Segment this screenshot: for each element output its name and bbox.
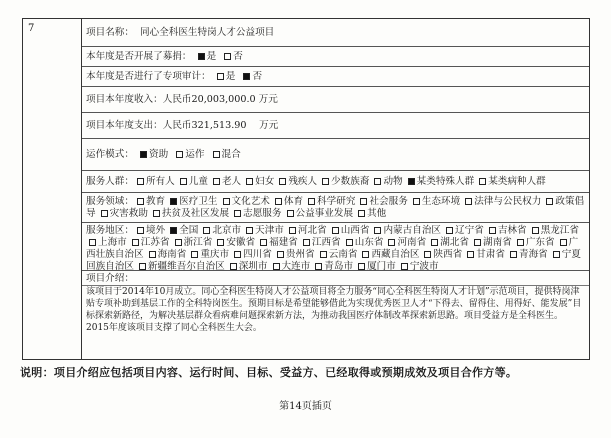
regions-option-label: 上海市	[98, 237, 127, 248]
regions-option-label: 福建省	[269, 237, 298, 248]
project-detail-cell	[82, 19, 589, 359]
regions-options	[86, 225, 581, 271]
regions-checkbox[interactable]	[467, 251, 474, 258]
fields-options	[86, 196, 584, 219]
regions-option[interactable]	[529, 225, 579, 236]
regions-option[interactable]	[317, 249, 358, 260]
people-option-label: 某类病种人群	[488, 176, 546, 187]
regions-checkbox[interactable]	[246, 227, 253, 234]
fields-option[interactable]	[284, 208, 354, 219]
mode-operate-checkbox[interactable]	[176, 151, 183, 158]
fields-option-label: 社会服务	[369, 196, 408, 207]
intro-text: 该项目于2014年10月成立。同心全科医生特岗人才公益项目将全力服务“同心全科医生特岗人才计划”示范项目，提供特岗津贴专项补助到基层工作的全科特岗医生。预期目标是希望能够借此为实现优秀医卫人才“下得去、留得住、用得好、能发展”目标探索新路径，为解决基层群众看病难问题探索新方法，为推动我国医疗体制改革探索新思路。项目受益方是全科医生。2015年度该项目支撑了同心全科医生大会。	[86, 287, 582, 333]
fields-checkbox[interactable]	[287, 210, 294, 217]
fields-checkbox[interactable]	[413, 198, 420, 205]
mode-label: 运作模式：	[86, 149, 134, 160]
regions-checkbox[interactable]	[315, 263, 322, 270]
people-option-label: 某类特殊人群	[416, 176, 475, 187]
regions-option-label: 深圳市	[238, 261, 268, 271]
people-option-label: 残疾人	[288, 176, 318, 187]
fields-option[interactable]	[98, 208, 148, 219]
fundraising-option-yes[interactable]: 是	[195, 51, 217, 62]
regions-option[interactable]	[286, 225, 327, 236]
regions-checkbox[interactable]	[517, 239, 524, 246]
regions-option-label: 江西省	[311, 237, 341, 248]
regions-option-label: 山西省	[340, 225, 370, 236]
regions-option[interactable]	[471, 237, 512, 248]
regions-checkbox[interactable]	[474, 239, 481, 246]
regions-option-label: 河北省	[297, 225, 327, 236]
regions-option-label: 厦门市	[367, 261, 396, 271]
regions-option-label: 内蒙古自治区	[383, 225, 442, 236]
regions-option-label: 吉林省	[497, 225, 527, 236]
fundraising-no-checkbox[interactable]	[224, 53, 231, 60]
fundraising-row	[82, 47, 589, 67]
regions-option-label: 江苏省	[140, 237, 170, 248]
people-checkbox[interactable]	[279, 178, 286, 185]
fields-option[interactable]	[410, 196, 460, 207]
regions-option-label: 湖北省	[440, 237, 470, 248]
mode-row	[82, 139, 589, 171]
row-number: 7	[28, 23, 35, 34]
regions-option-label: 广西壮族自治区	[86, 237, 579, 260]
regions-checkbox[interactable]	[346, 239, 353, 246]
fields-row	[82, 193, 589, 223]
regions-checkbox[interactable]	[230, 263, 237, 270]
people-option[interactable]	[371, 176, 402, 187]
fields-checkbox[interactable]	[358, 210, 365, 217]
regions-checkbox[interactable]	[332, 227, 339, 234]
people-checkbox[interactable]	[213, 178, 220, 185]
mode-grant-checkbox[interactable]	[140, 151, 147, 158]
people-checkbox[interactable]	[479, 178, 486, 185]
income-value: 人民币20,003,000.0 万元	[162, 94, 278, 105]
row-number-cell	[23, 19, 82, 359]
regions-option-label: 新疆维吾尔自治区	[147, 261, 225, 271]
footer-note: 说明：项目介绍应包括项目内容、运行时间、目标、受益方、已经取得或预期成效及项目合作方等。	[20, 366, 518, 379]
people-option[interactable]	[476, 176, 546, 187]
regions-option-label: 四川省	[243, 249, 272, 260]
income-row	[82, 87, 589, 113]
regions-option-label: 北京市	[212, 225, 242, 236]
regions-checkbox[interactable]	[358, 263, 365, 270]
mode-mixed-checkbox[interactable]	[213, 151, 220, 158]
regions-option[interactable]	[343, 237, 384, 248]
fields-option[interactable]	[305, 196, 355, 207]
regions-option-label: 重庆市	[200, 249, 230, 260]
regions-option-label: 安徽省	[226, 237, 256, 248]
fields-option-label: 医疗卫生	[179, 196, 218, 207]
regions-option-label: 青海省	[519, 249, 548, 260]
regions-option-label: 山东省	[354, 237, 384, 248]
fields-option[interactable]	[355, 208, 386, 219]
regions-option-label: 广东省	[525, 237, 555, 248]
people-option[interactable]	[276, 176, 317, 187]
fields-option-label: 其他	[367, 208, 387, 219]
fields-checkbox[interactable]	[275, 198, 282, 205]
fields-option[interactable]	[150, 208, 229, 219]
regions-option[interactable]	[227, 261, 268, 271]
fields-option[interactable]	[357, 196, 407, 207]
project-name-label: 项目名称：	[86, 27, 134, 38]
fields-checkbox[interactable]	[234, 210, 241, 217]
mode-option-grant[interactable]: 资助	[137, 149, 168, 160]
intro-label: 项目介绍：	[86, 273, 134, 284]
fields-option[interactable]	[231, 208, 281, 219]
regions-checkbox[interactable]	[374, 227, 381, 234]
people-checkbox[interactable]	[137, 178, 144, 185]
fields-option-label: 灾害救助	[109, 208, 148, 219]
people-option-label: 老人	[221, 176, 242, 187]
regions-option-label: 浙江省	[183, 237, 213, 248]
regions-checkbox[interactable]	[510, 251, 517, 258]
regions-checkbox[interactable]	[260, 239, 267, 246]
regions-label: 服务地区：	[86, 225, 134, 236]
people-option[interactable]	[134, 176, 175, 187]
audit-label: 本年度是否进行了专项审计：	[86, 71, 211, 82]
fields-option-label: 文化艺术	[231, 196, 270, 207]
regions-checkbox[interactable]	[234, 251, 241, 258]
regions-option-label: 湖南省	[483, 237, 512, 248]
fields-checkbox[interactable]	[308, 198, 315, 205]
regions-option-label: 甘肃省	[476, 249, 505, 260]
regions-checkbox[interactable]	[560, 239, 567, 246]
regions-option[interactable]	[243, 225, 284, 236]
fields-checkbox[interactable]	[170, 198, 177, 205]
fields-checkbox[interactable]	[465, 198, 472, 205]
fundraising-label: 本年度是否开展了募捐：	[86, 51, 192, 62]
regions-checkbox[interactable]	[139, 263, 146, 270]
regions-checkbox[interactable]	[446, 227, 453, 234]
regions-checkbox[interactable]	[388, 239, 395, 246]
regions-checkbox[interactable]	[191, 251, 198, 258]
regions-option[interactable]	[421, 249, 462, 260]
expense-value: 人民币321,513.90 万元	[162, 120, 279, 131]
project-name-value: 同心全科医生特岗人才公益项目	[139, 27, 275, 38]
regions-option-label: 全国	[179, 225, 199, 236]
regions-checkbox[interactable]	[289, 227, 296, 234]
regions-option-label: 宁夏回族自治区	[86, 249, 581, 271]
regions-option-label: 黑龙江省	[540, 225, 579, 236]
regions-option[interactable]	[200, 225, 241, 236]
expense-label: 项目本年度支出：	[86, 120, 163, 131]
regions-option-label: 贵州省	[285, 249, 315, 260]
intro-row	[82, 271, 589, 286]
regions-option[interactable]	[312, 261, 353, 271]
regions-option-label: 天津市	[255, 225, 284, 236]
people-option[interactable]	[210, 176, 241, 187]
regions-option[interactable]	[443, 225, 484, 236]
regions-option[interactable]	[136, 261, 225, 271]
regions-checkbox[interactable]	[489, 227, 496, 234]
people-option[interactable]	[319, 176, 369, 187]
audit-option-no[interactable]: 否	[240, 71, 262, 82]
regions-option-label: 陕西省	[433, 249, 463, 260]
fundraising-option-no[interactable]: 否	[221, 51, 243, 62]
fields-checkbox[interactable]	[546, 198, 553, 205]
regions-option[interactable]	[385, 237, 426, 248]
fields-checkbox[interactable]	[223, 198, 230, 205]
fields-option-label: 扶贫及社区发展	[161, 208, 230, 219]
expense-row	[82, 113, 589, 139]
regions-option-label: 大连市	[281, 261, 311, 271]
regions-option[interactable]	[371, 225, 441, 236]
people-checkbox[interactable]	[408, 178, 415, 185]
project-record-table	[22, 18, 590, 360]
regions-checkbox[interactable]	[89, 239, 96, 246]
regions-option-label: 宁波市	[409, 261, 439, 271]
people-option-label: 少数族裔	[331, 176, 370, 187]
regions-option[interactable]	[507, 249, 548, 260]
fields-option-label: 法律与公民权力	[474, 196, 542, 207]
regions-checkbox[interactable]	[170, 227, 177, 234]
mode-option-mixed[interactable]: 混合	[210, 149, 241, 160]
regions-checkbox[interactable]	[277, 251, 284, 258]
regions-option[interactable]	[464, 249, 505, 260]
regions-option[interactable]	[146, 249, 187, 260]
people-option-label: 所有人	[145, 176, 175, 187]
regions-option[interactable]	[300, 237, 341, 248]
fields-option-label: 生态环境	[421, 196, 461, 207]
fields-option-label: 政策倡导	[86, 196, 585, 219]
people-options	[134, 176, 548, 187]
people-option-label: 动物	[383, 176, 403, 187]
fields-option-label: 体育	[283, 196, 304, 207]
regions-checkbox[interactable]	[217, 239, 224, 246]
people-checkbox[interactable]	[374, 178, 381, 185]
audit-option-yes[interactable]: 是	[214, 71, 236, 82]
regions-option-label: 辽宁省	[455, 225, 484, 236]
audit-row	[82, 67, 589, 87]
regions-checkbox[interactable]	[203, 227, 210, 234]
people-row	[82, 171, 589, 193]
people-option[interactable]	[177, 176, 208, 187]
fields-checkbox[interactable]	[153, 210, 160, 217]
fields-option-label: 科学研究	[317, 196, 356, 207]
people-option[interactable]	[405, 176, 475, 187]
regions-option[interactable]	[359, 249, 419, 260]
regions-checkbox[interactable]	[401, 263, 408, 270]
fields-checkbox[interactable]	[360, 198, 367, 205]
regions-option[interactable]	[188, 249, 229, 260]
regions-option[interactable]	[134, 225, 165, 236]
regions-option-label: 海南省	[157, 249, 187, 260]
regions-option[interactable]	[355, 261, 396, 271]
fields-option[interactable]	[272, 196, 303, 207]
regions-option[interactable]	[270, 261, 311, 271]
fields-option[interactable]	[462, 196, 541, 207]
regions-checkbox[interactable]	[553, 251, 560, 258]
fields-checkbox[interactable]	[101, 210, 108, 217]
regions-option-label: 青岛市	[324, 261, 354, 271]
project-name-row	[82, 19, 589, 47]
regions-option[interactable]	[172, 237, 213, 248]
fields-option[interactable]	[167, 196, 217, 207]
fundraising-yes-checkbox[interactable]	[198, 53, 205, 60]
fields-option[interactable]	[134, 196, 165, 207]
fields-option[interactable]	[220, 196, 270, 207]
regions-option[interactable]	[329, 225, 370, 236]
regions-option[interactable]	[274, 249, 315, 260]
regions-checkbox[interactable]	[320, 251, 327, 258]
regions-option[interactable]	[486, 225, 527, 236]
audit-yes-checkbox[interactable]	[217, 73, 224, 80]
regions-option[interactable]	[428, 237, 469, 248]
regions-option[interactable]	[231, 249, 272, 260]
regions-option[interactable]	[398, 261, 439, 271]
regions-option[interactable]	[129, 237, 170, 248]
regions-checkbox[interactable]	[137, 227, 144, 234]
people-option[interactable]	[243, 176, 274, 187]
regions-option[interactable]	[514, 237, 555, 248]
mode-option-operate[interactable]: 运作	[173, 149, 204, 160]
regions-option[interactable]	[257, 237, 298, 248]
regions-option-label: 境外	[145, 225, 166, 236]
people-checkbox[interactable]	[180, 178, 187, 185]
regions-checkbox[interactable]	[175, 239, 182, 246]
regions-checkbox[interactable]	[532, 227, 539, 234]
regions-option-label: 云南省	[328, 249, 358, 260]
people-checkbox[interactable]	[246, 178, 253, 185]
people-option-label: 妇女	[255, 176, 275, 187]
regions-checkbox[interactable]	[132, 239, 139, 246]
people-checkbox[interactable]	[322, 178, 329, 185]
page-label: 第14页插页	[279, 401, 332, 412]
regions-option[interactable]	[214, 237, 255, 248]
regions-row	[82, 223, 589, 271]
regions-checkbox[interactable]	[362, 251, 369, 258]
regions-checkbox[interactable]	[273, 263, 280, 270]
regions-checkbox[interactable]	[424, 251, 431, 258]
fields-option-label: 教育	[145, 196, 166, 207]
regions-checkbox[interactable]	[303, 239, 310, 246]
people-label: 服务人群：	[86, 176, 134, 187]
people-option-label: 儿童	[188, 176, 208, 187]
regions-checkbox[interactable]	[431, 239, 438, 246]
fields-label: 服务领域：	[86, 196, 134, 207]
regions-option[interactable]	[86, 237, 127, 248]
regions-option-label: 河南省	[397, 237, 427, 248]
income-label: 项目本年度收入：	[86, 94, 163, 105]
regions-checkbox[interactable]	[149, 251, 156, 258]
regions-option-label: 西藏自治区	[371, 249, 420, 260]
fields-option-label: 公益事业发展	[295, 208, 354, 219]
audit-no-checkbox[interactable]	[243, 73, 250, 80]
fields-option-label: 志愿服务	[243, 208, 282, 219]
regions-option[interactable]	[167, 225, 198, 236]
fields-checkbox[interactable]	[137, 198, 144, 205]
